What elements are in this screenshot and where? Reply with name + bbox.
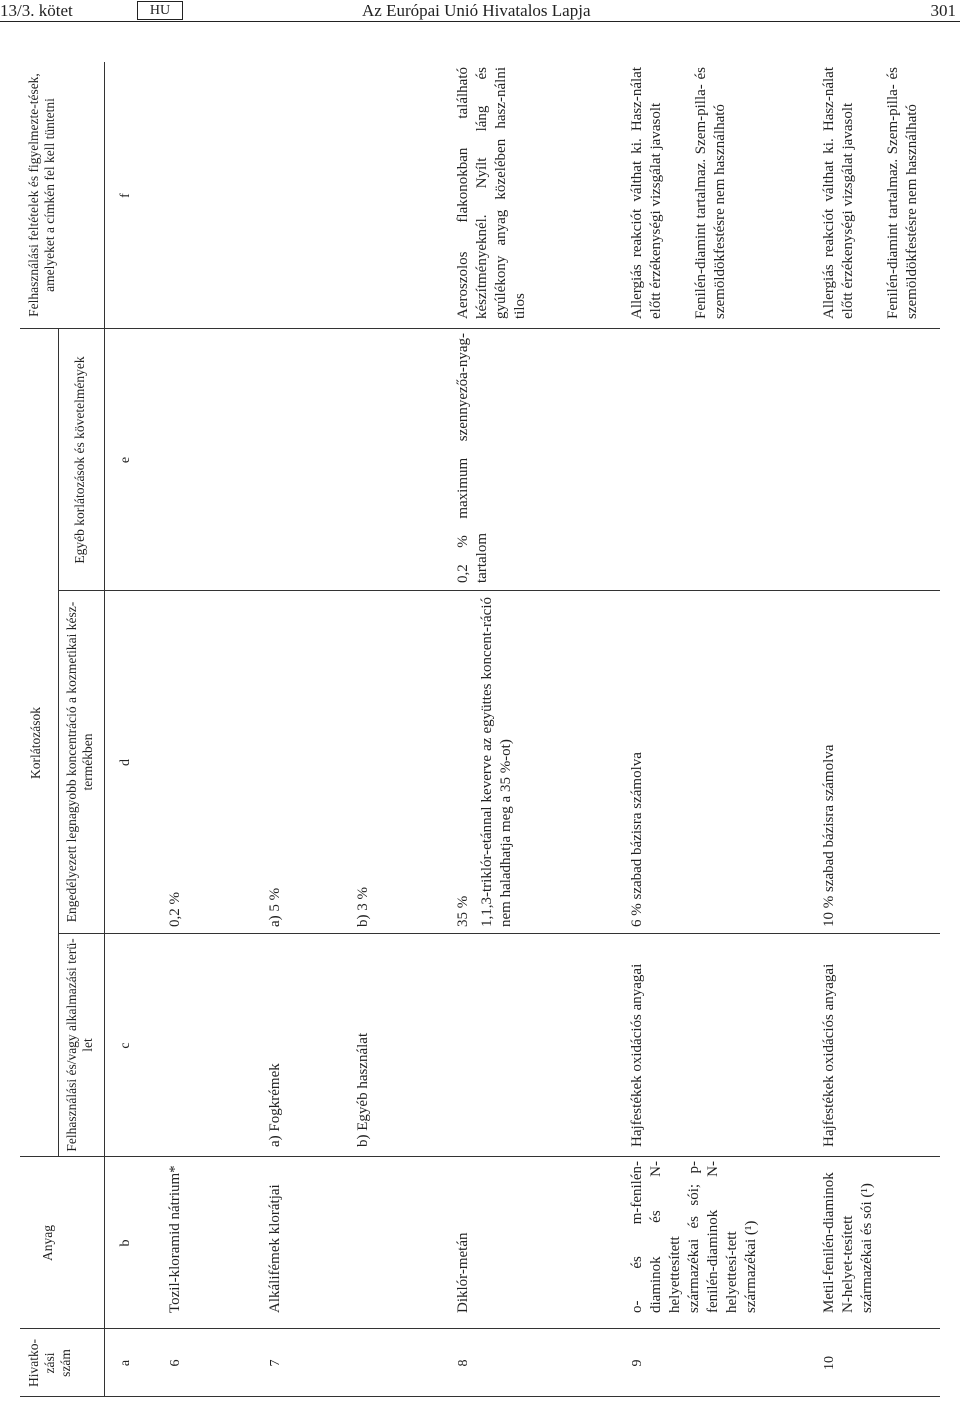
row-8-substance: Diklór-metán xyxy=(455,1232,471,1313)
row-10-conc-a: 10 % szabad bázisra számolva xyxy=(821,744,837,927)
row-9-ref: 9 xyxy=(630,1359,645,1367)
row-9-field-a: Hajfestékek oxidációs anyagai xyxy=(629,963,645,1147)
page-number: 301 xyxy=(930,1,956,20)
row-7-conc-a: a) 5 % xyxy=(267,887,283,927)
col-letter-a: a xyxy=(118,1359,133,1367)
row-6-substance: Tozil-kloramid nátrium* xyxy=(167,1165,183,1313)
row-7-substance: Alkálifémek klorátjai xyxy=(267,1184,283,1313)
row-6-ref: 6 xyxy=(168,1359,183,1367)
divider-ref-substance xyxy=(20,1328,940,1329)
col-letter-d: d xyxy=(118,759,133,766)
row-8-conditions: Aeroszolos flakonokban található készítményeknél. Nyílt láng és gyúlékony anyag közelében hasz-nálni tilos xyxy=(455,67,528,319)
row-7-conc-b: b) 3 % xyxy=(355,887,371,927)
volume-label: 13/3. kötet xyxy=(0,1,73,20)
divider-restrictions-conditions xyxy=(20,328,940,329)
divider-substance-restrictions xyxy=(20,1156,940,1157)
col-header-max-conc: Engedélyezett legnagyobb koncentráció a kozmetikai kész-termékben xyxy=(64,601,95,923)
table-left-border xyxy=(20,1396,940,1397)
row-10-condition-2: Fenilén-diamint tartalmaz. Szem-pilla- és szemöldökfestésre nem használható xyxy=(885,67,920,319)
col-letter-c: c xyxy=(118,1042,133,1049)
restrictions-table xyxy=(20,62,940,1397)
divider-conc-other xyxy=(58,590,940,591)
col-header-other: Egyéb korlátozások és követelmények xyxy=(72,356,87,564)
row-9-conc-a: 6 % szabad bázisra számolva xyxy=(629,752,645,927)
row-10-field-a: Hajfestékek oxidációs anyagai xyxy=(821,963,837,1147)
journal-title: Az Európai Unió Hivatalos Lapja xyxy=(362,1,591,20)
row-8-ref: 8 xyxy=(456,1359,471,1367)
row-7-ref: 7 xyxy=(268,1359,283,1367)
col-letter-e: e xyxy=(118,456,133,464)
col-header-restrictions: Korlátozások xyxy=(28,707,43,779)
restrictions-group-rule xyxy=(58,329,59,1157)
row-10-substance: Metil-fenilén-diaminok N-helyet-tesített származékai és sói (¹) xyxy=(821,1172,875,1313)
col-header-substance: Anyag xyxy=(40,1225,55,1261)
col-header-ref: Hivatko-zási szám xyxy=(26,1339,73,1387)
page-header xyxy=(0,0,960,22)
header-bottom-rule xyxy=(104,62,105,1397)
row-7-field-a: a) Fogkrémek xyxy=(267,1063,283,1147)
col-header-field: Felhasználási és/vagy alkalmazási terü-let xyxy=(64,938,95,1152)
col-header-conditions: Felhasználási feltételek és figyelmezte-tések, amelyeket a címkén fel kell tüntetni xyxy=(26,73,57,317)
row-8-conc-b: 1,1,3-triklór-etánnal keverve az együttes koncent-ráció nem haladhatja meg a 35 %-ot) xyxy=(479,597,514,927)
row-9-substance: o- és m-fenilén-diaminok és N-helyettesített származékai és sói; p-fenilén-diaminok N-helyettesí-tett származékai (¹) xyxy=(629,1161,759,1313)
row-8-conc-a: 35 % xyxy=(455,895,471,927)
col-letter-b: b xyxy=(118,1239,133,1247)
header-rule xyxy=(0,21,960,22)
language-badge: HU xyxy=(137,1,183,20)
col-letter-f: f xyxy=(118,193,133,198)
row-6-conc-a: 0,2 % xyxy=(167,892,183,927)
row-9-condition-2: Fenilén-diamint tartalmaz. Szem-pilla- és szemöldökfestésre nem használható xyxy=(693,67,728,319)
row-8-other: 0,2 % maximum szennyezőa-nyag-tartalom xyxy=(455,333,490,583)
divider-field-conc xyxy=(58,933,940,934)
row-10-condition-1: Allergiás reakciót válthat ki. Hasz-nálat előtt érzékenységi vizsgálat javasolt xyxy=(821,67,856,319)
row-9-condition-1: Allergiás reakciót válthat ki. Hasz-nálat előtt érzékenységi vizsgálat javasolt xyxy=(629,67,664,319)
row-10-ref: 10 xyxy=(822,1356,837,1370)
row-7-field-b: b) Egyéb használat xyxy=(355,1032,371,1147)
